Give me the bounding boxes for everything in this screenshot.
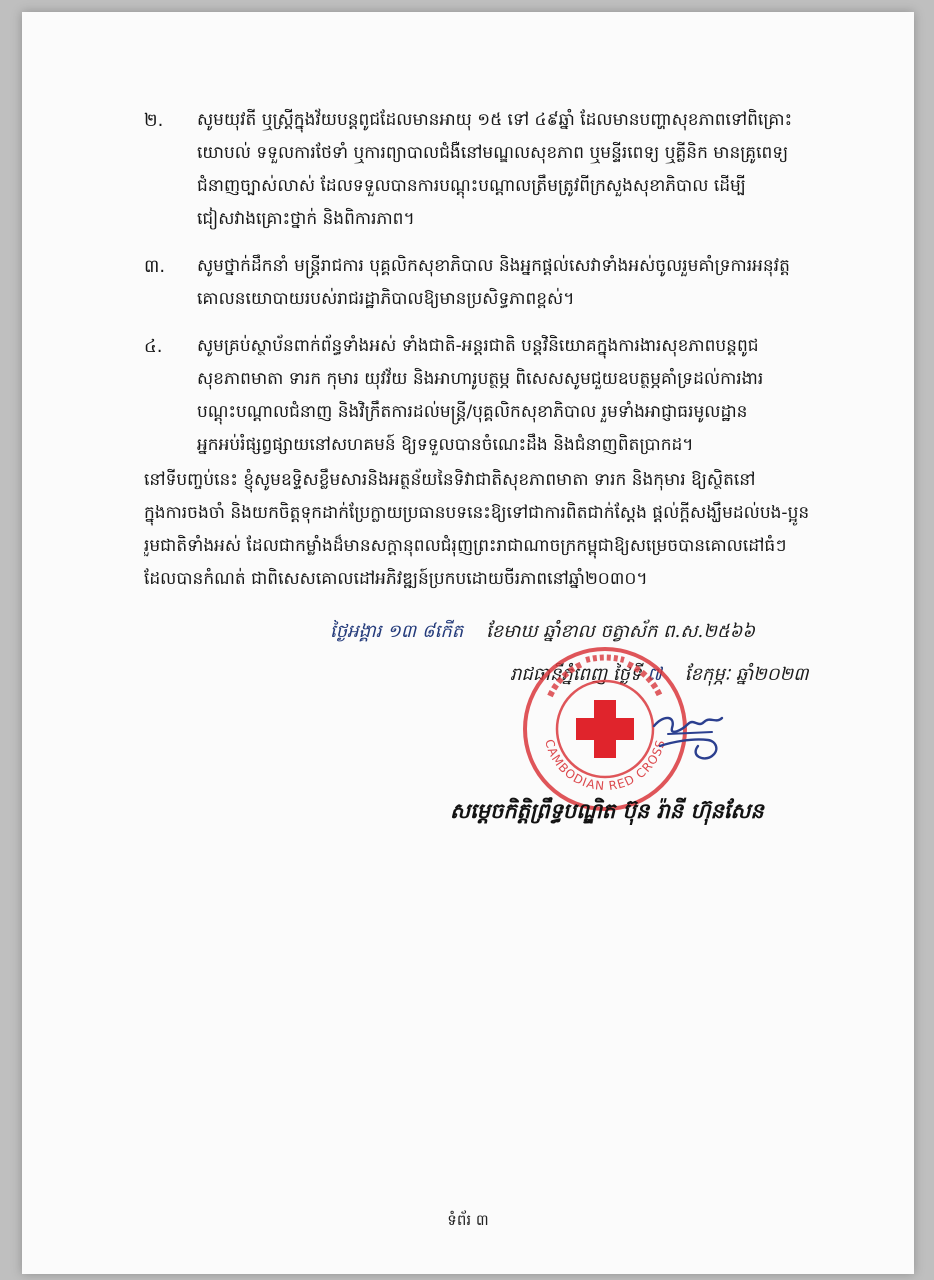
item-text-line: អ្នកអប់រំផ្សព្វផ្សាយនៅសហគមន៍ ឱ្យទទួលបានចំណេះដឹង និងជំនាញពិតប្រាកដ។ bbox=[197, 435, 694, 455]
lunar-date-handwritten: ថ្ងៃអង្គារ ១៣ ៨កើត bbox=[330, 621, 464, 642]
closing-text-line: នៅទីបញ្ចប់នេះ ខ្ញុំសូមឧទ្ទិសខ្លឹមសារនិងអត្ថន័យនៃទិវាជាតិសុខភាពមាតា ទារក និងកុមារ ឱ្យស្ថិតនៅ bbox=[144, 470, 756, 490]
lunar-date-printed: ខែមាឃ ឆ្នាំខាល ចត្វាស័ក ព.ស.២៥៦៦ bbox=[486, 621, 756, 642]
item-number: ២. bbox=[144, 110, 164, 131]
closing-text-line: ដែលបានកំណត់ ជាពិសេសគោលដៅអភិវឌ្ឍន៍ប្រកបដោយចីរភាពនៅឆ្នាំ២០៣០។ bbox=[144, 569, 648, 589]
item-text-line: សូមថ្នាក់ដឹកនាំ មន្ត្រីរាជការ បុគ្គលិកសុខាភិបាល និងអ្នកផ្តល់សេវាទាំងអស់ចូលរួមគាំទ្រការអនុវត្ត bbox=[197, 256, 790, 276]
item-text-line: សុខភាពមាតា ទារក កុមារ យុវវ័យ និងអាហារូបត្ថម្ភ ពិសេសសូមជួយឧបត្ថម្ភគាំទ្រដល់ការងារ bbox=[197, 369, 764, 389]
solar-date-month-year: ខែកុម្ភៈ ឆ្នាំ២០២៣ bbox=[684, 664, 809, 685]
document-page bbox=[22, 12, 914, 1274]
item-number: ៤. bbox=[144, 336, 163, 357]
closing-text-line: ក្នុងការចងចាំ និងយកចិត្តទុកដាក់ប្រែក្លាយប្រធានបទនេះឱ្យទៅជាការពិតជាក់ស្តែង ផ្តល់ក្តីសង្ឃឹមដល់បង-ប្អូន bbox=[144, 503, 810, 523]
red-cross-icon bbox=[576, 700, 634, 758]
closing-paragraph bbox=[144, 464, 854, 596]
item-text-line: គោលនយោបាយរបស់រាជរដ្ឋាភិបាលឱ្យមានប្រសិទ្ធភាពខ្ពស់។ bbox=[197, 289, 575, 309]
item-text-line: សូមគ្រប់ស្ថាប័នពាក់ព័ន្ធទាំងអស់ ទាំងជាតិ-អន្តរជាតិ បន្តវិនិយោគក្នុងការងារសុខភាពបន្តពូជ bbox=[197, 336, 759, 356]
list-item bbox=[144, 104, 850, 236]
list-item bbox=[144, 330, 850, 462]
seal-text: CAMBODIAN RED CROSS bbox=[542, 737, 668, 794]
numbered-list bbox=[144, 104, 850, 476]
item-text-line: ជៀសវាងគ្រោះថ្នាក់ និងពិការភាព។ bbox=[197, 209, 415, 229]
solar-date-place: រាជធានីភ្នំពេញ ថ្ងៃទី bbox=[510, 664, 642, 685]
item-text-line: យោបល់ ទទួលការថែទាំ ឬការព្យាបាលជំងឺនៅមណ្ឌលសុខភាព ឬមន្ទីរពេទ្យ ឬគ្លីនិក មានគ្រូពេទ្យ bbox=[197, 143, 789, 163]
closing-text-line: រួមជាតិទាំងអស់ ដែលជាកម្លាំងដ៏មានសក្តានុពលជំរុញព្រះរាជាណាចក្រកម្ពុជាឱ្យសម្រេចបានគោលដៅធំៗ bbox=[144, 536, 787, 556]
list-item bbox=[144, 250, 850, 316]
page-number: ទំព័រ ៣ bbox=[447, 1211, 489, 1229]
solar-date-day: ៧ bbox=[647, 664, 662, 685]
item-text-line: ជំនាញច្បាស់លាស់ ដែលទទួលបានការបណ្តុះបណ្តាលត្រឹមត្រូវពីក្រសួងសុខាភិបាល ដើម្បី bbox=[197, 176, 746, 196]
seal-top-script-marks bbox=[550, 658, 660, 697]
item-text-line: បណ្តុះបណ្តាលជំនាញ និងវិក្រឹតការដល់មន្ត្រី/បុគ្គលិកសុខាភិបាល រួមទាំងអាជ្ញាធរមូលដ្ឋាន bbox=[197, 402, 748, 422]
signer-name: សម្តេចកិត្តិព្រឹទ្ធបណ្ឌិត ប៊ុន រ៉ានី ហ៊ុនសែន bbox=[450, 799, 764, 823]
lunar-date bbox=[330, 617, 850, 647]
handwritten-signature bbox=[642, 706, 734, 766]
item-text-line: សូមយុវតី ឬស្ត្រីក្នុងវ័យបន្តពូជដែលមានអាយុ ១៥ ទៅ ៤៩ឆ្នាំ ដែលមានបញ្ហាសុខភាពទៅពិគ្រោះ bbox=[197, 110, 793, 130]
item-number: ៣. bbox=[144, 256, 166, 277]
